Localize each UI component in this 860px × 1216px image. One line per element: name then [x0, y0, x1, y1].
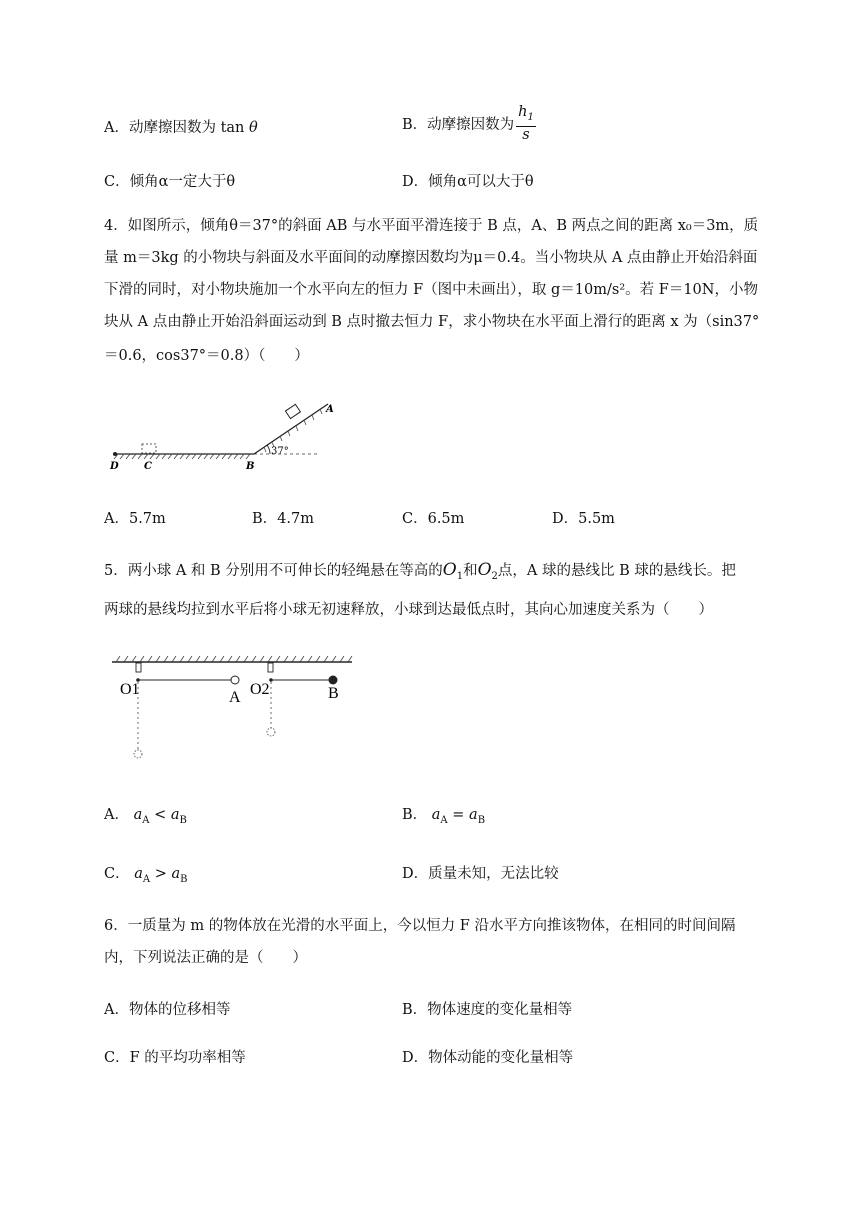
q6-option-c: C．F 的平均功率相等 [104, 1050, 246, 1066]
q4-option-b: B．4.7m [252, 511, 314, 527]
q5-stem-line-2: 两球的悬线均拉到水平后将小球无初速释放，小球到达最低点时，其向心加速度关系为（ ） [104, 602, 713, 618]
q5-option-b: B． $a_A = a_B$ [402, 807, 486, 826]
q6-stem-line-2: 内，下列说法正确的是（ ） [104, 950, 307, 966]
label-b: B [328, 685, 339, 702]
q5-stem-line-1: 5．两小球 A 和 B 分别用不可伸长的轻绳悬在等高的$O_1$和$O_2$点，A 球的悬线比 B 球的悬线长。把 [104, 560, 736, 582]
incline-figure [108, 398, 338, 474]
q3-option-b: B．动摩擦因数为 $\frac{h_1}{s}$ [402, 104, 534, 143]
label-d: D [110, 461, 119, 472]
label-a: A [326, 404, 334, 415]
block-on-incline [285, 404, 300, 418]
q6-option-d: D．物体动能的变化量相等 [402, 1050, 574, 1066]
ball-b [329, 676, 338, 685]
q4-stem-line-5: ＝0.6，cos37°＝0.8）（ ） [104, 348, 309, 364]
label-b: B [246, 461, 255, 472]
ball-a [231, 676, 239, 684]
q4-option-a: A．5.7m [104, 511, 166, 527]
q4-stem-line-3: 下滑的同时，对小物块施加一个水平向左的恒力 F（图中未画出），取 g＝10m/s²。若 F＝10N，小物 [104, 282, 758, 298]
q5-option-c: C． $a_A > a_B$ [104, 866, 188, 885]
q4-stem-line-1: 4．如图所示，倾角θ＝37°的斜面 AB 与水平面平滑连接于 B 点，A、B 两点之间的距离 x₀＝3m，质 [104, 218, 759, 234]
q4-option-c: C．6.5m [402, 511, 465, 527]
label-a: A [229, 689, 241, 706]
q5-option-d: D．质量未知，无法比较 [402, 866, 559, 882]
angle-label: 37° [271, 446, 289, 457]
q4-stem-line-2: 量 m＝3kg 的小物块与斜面及水平面间的动摩擦因数均为μ＝0.4。当小物块从 A 点由静止开始沿斜面 [104, 250, 758, 266]
q6-option-b: B．物体速度的变化量相等 [402, 1002, 573, 1018]
label-o1: O1 [120, 681, 140, 698]
q4-option-d: D．5.5m [552, 511, 615, 527]
q4-stem-line-4: 块从 A 点由静止开始沿斜面运动到 B 点时撤去恒力 F，求小物块在水平面上滑行的距离 x 为（sin37° [104, 314, 760, 330]
q3-option-d: D．倾角α可以大于θ [402, 174, 534, 190]
q3-option-a: A．动摩擦因数为 tan θ [104, 120, 258, 136]
q6-stem-line-1: 6．一质量为 m 的物体放在光滑的水平面上，今以恒力 F 沿水平方向推该物体，在相同的时间间隔 [104, 918, 736, 934]
label-o2: O2 [250, 681, 270, 698]
dashed-block-at-c [142, 444, 156, 453]
pendulum-figure [108, 654, 358, 766]
q6-option-a: A．物体的位移相等 [104, 1002, 231, 1018]
fraction-h1-over-s: $\frac{h_1}{s}$ [518, 104, 534, 143]
q5-option-a: A． $a_A < a_B$ [104, 807, 187, 826]
point-d [113, 452, 117, 456]
label-c: C [144, 461, 152, 472]
q3-option-c: C．倾角α一定大于θ [104, 174, 236, 190]
